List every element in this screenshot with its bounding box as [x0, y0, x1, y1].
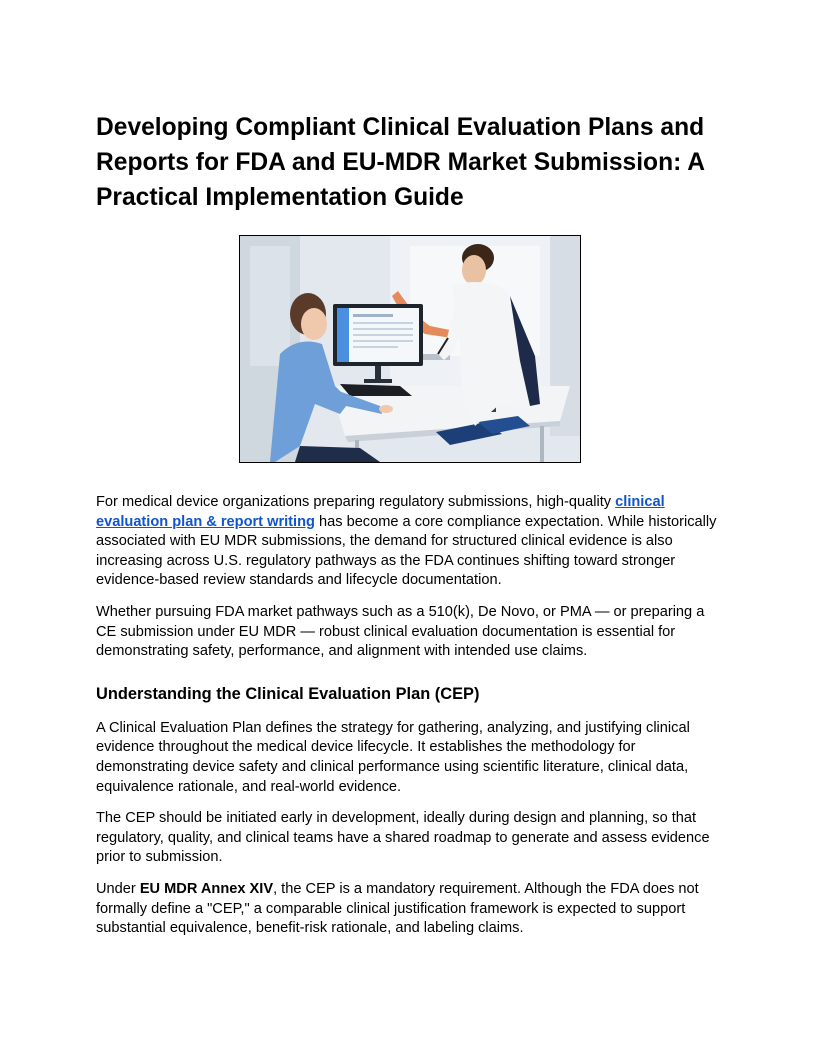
clinical-evaluation-link[interactable]: clinical evaluation plan & report writing [96, 494, 665, 530]
document-page [96, 110, 724, 939]
annex-suffix: , the CEP is a mandatory requirement. Although the FDA does not formally define a "CEP," a comparable clinical justification framework is expected to support substantial equivalence, benefit-risk rationale, and labeling claims. [96, 880, 699, 937]
cep-section-heading: Understanding the Clinical Evaluation Plan (CEP) [96, 684, 480, 703]
document-title: Developing Compliant Clinical Evaluation Plans and Reports for FDA and EU-MDR Market Submission: A Practical Implementation Guide [96, 114, 705, 211]
cep-definition-paragraph: A Clinical Evaluation Plan defines the strategy for gathering, analyzing, and justifying clinical evidence throughout the medical device lifecycle. It establishes the methodology for demonstrating device safety and clinical performance using scientific literature, clinical data, equivalence rationale, and real-world evidence. [96, 719, 690, 795]
pathways-paragraph: Whether pursuing FDA market pathways such as a 510(k), De Novo, or PMA — or preparing a CE submission under EU MDR — robust clinical evaluation documentation is essential for demonstrating safety, performance, and alignment with intended use claims. [96, 603, 705, 660]
intro-text-after: has become a core compliance expectation. While historically associated with EU MDR submissions, the demand for structured clinical evidence is also increasing across U.S. regulatory pathways as the FDA continues shifting toward stronger evidence-based review standards and lifecycle documentation. [96, 513, 717, 589]
intro-text-before: For medical device organizations preparing regulatory submissions, high-quality [96, 494, 616, 510]
annex-prefix: Under [96, 880, 140, 897]
figure-container [96, 235, 724, 468]
cep-timing-paragraph: The CEP should be initiated early in development, ideally during design and planning, so that regulatory, quality, and clinical teams have a shared roadmap to generate and assess evidence prior to submission. [96, 810, 710, 866]
clinic-photo [239, 235, 581, 463]
annex-bold-term: EU MDR Annex XIV [139, 880, 274, 897]
intro-paragraph [96, 493, 724, 591]
mdr-annex-paragraph [96, 880, 724, 939]
clinic-photo-illustration [240, 236, 580, 462]
